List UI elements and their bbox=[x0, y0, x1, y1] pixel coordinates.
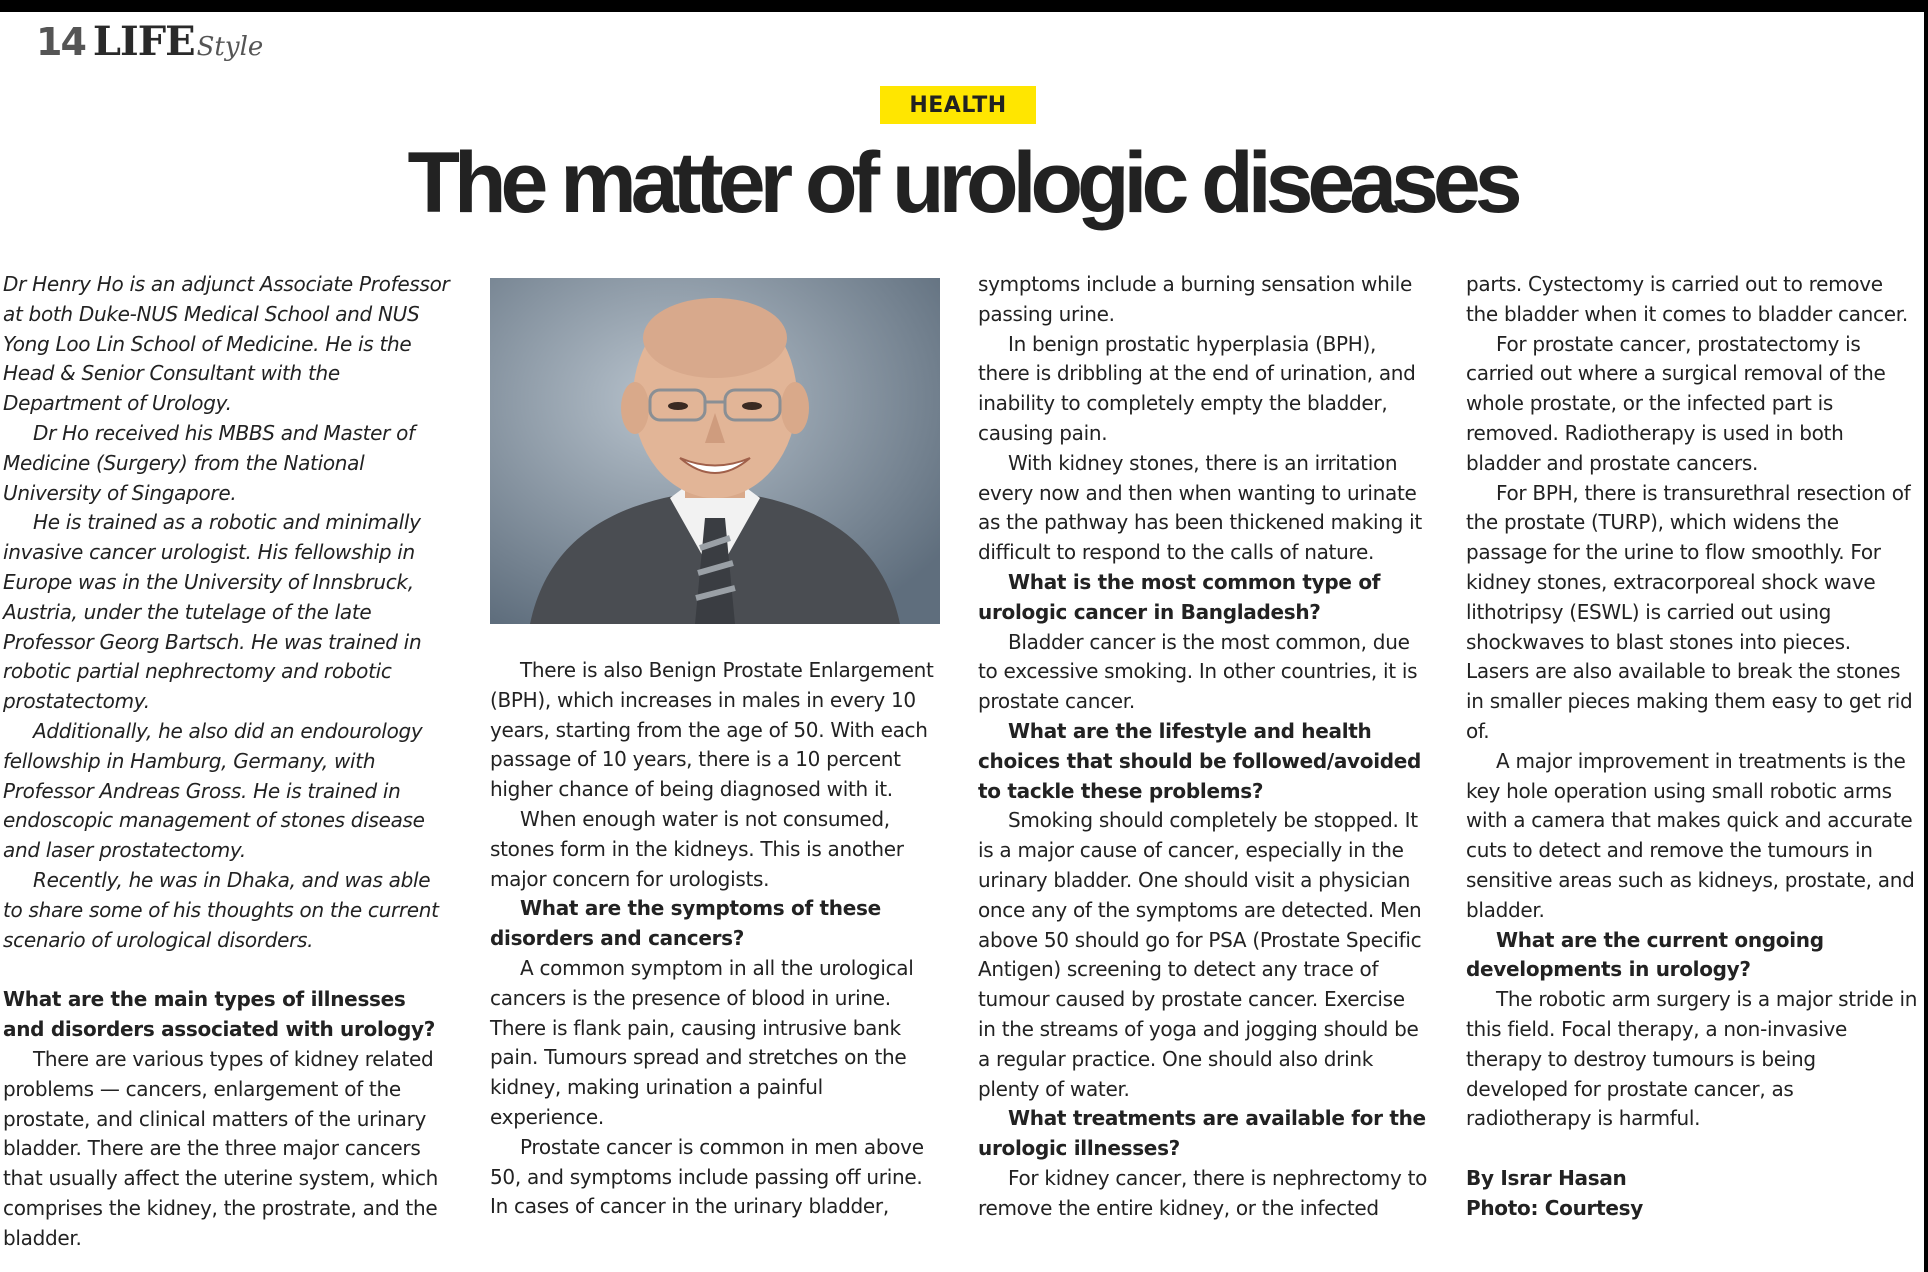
question: What treatments are available for the urologic illnesses? bbox=[978, 1106, 1426, 1161]
portrait-photo bbox=[490, 278, 940, 624]
bio-paragraph: Additionally, he also did an endourology fellowship in Hamburg, Germany, with Professor Andreas Gross. He is trained in endoscopic management of stones disease and laser prostatectomy. bbox=[3, 718, 425, 863]
qa-block bbox=[3, 985, 453, 1253]
author-bio bbox=[3, 270, 453, 955]
body-paragraph: With kidney stones, there is an irritation every now and then when wanting to urinate as the pathway has been thickened making it difficult to respond to the calls of nature. bbox=[978, 450, 1422, 565]
bio-paragraph: He is trained as a robotic and minimally invasive cancer urologist. His fellowship in Europe was in the University of Innsbruck, Austria, under the tutelage of the late Professor Georg Bartsch. He was trained in robotic partial nephrectomy and robotic prostatectomy. bbox=[3, 510, 422, 714]
portrait-illustration bbox=[490, 278, 940, 624]
answer-paragraph: There are various types of kidney related problems — cancers, enlargement of the prostate, and clinical matters of the urinary bladder. There are the three major cancers that usually affect the uterine system, which comprises the kidney, the prostrate, and the bladder. bbox=[3, 1046, 439, 1250]
section-logo bbox=[93, 18, 263, 65]
body-paragraph: parts. Cystectomy is carried out to remove the bladder when it comes to bladder cancer. bbox=[1466, 272, 1908, 326]
body-paragraph: A common symptom in all the urological cancers is the presence of blood in urine. There is flank pain, causing intrusive bank pain. Tumours spread and stretches on the kidney, making urination a painful experience. bbox=[490, 955, 914, 1129]
photo-credit: Photo: Courtesy bbox=[1466, 1195, 1643, 1220]
body-paragraph: symptoms include a burning sensation while passing urine. bbox=[978, 272, 1413, 326]
body-paragraph: In benign prostatic hyperplasia (BPH), there is dribbling at the end of urination, and inability to completely empty the bladder, causing pain. bbox=[978, 331, 1416, 445]
column-3 bbox=[978, 270, 1428, 1224]
body-paragraph: Bladder cancer is the most common, due to excessive smoking. In other countries, it is prostate cancer. bbox=[978, 629, 1418, 714]
body-paragraph: There is also Benign Prostate Enlargement (BPH), which increases in males in every 10 years, starting from the age of 50. With each passage of 10 years, there is a 10 percent higher chance of being diagnosed with it. bbox=[490, 658, 934, 802]
body-paragraph: When enough water is not consumed, stones form in the kidneys. This is another major concern for urologists. bbox=[490, 806, 904, 891]
byline: By Israr Hasan bbox=[1466, 1166, 1627, 1191]
body-paragraph: Prostate cancer is common in men above 50, and symptoms include passing off urine. In cases of cancer in the urinary bladder, bbox=[490, 1134, 924, 1219]
headline: The matter of urologic diseases bbox=[407, 135, 1517, 231]
body-paragraph: For kidney cancer, there is nephrectomy to remove the entire kidney, or the infected bbox=[978, 1165, 1428, 1220]
logo-main-text: LIFE bbox=[92, 18, 195, 65]
masthead bbox=[36, 18, 263, 65]
section-tag: HEALTH bbox=[880, 86, 1036, 124]
question: What are the current ongoing developments in urology? bbox=[1466, 927, 1824, 982]
question: What are the main types of illnesses and disorders associated with urology? bbox=[3, 987, 436, 1042]
bio-paragraph: Dr Ho received his MBBS and Master of Medicine (Surgery) from the National University of Singapore. bbox=[3, 420, 415, 505]
column-2 bbox=[490, 656, 940, 1222]
logo-sub-text: Style bbox=[196, 32, 264, 62]
credits bbox=[1466, 1164, 1918, 1224]
question: What are the symptoms of these disorders and cancers? bbox=[490, 896, 881, 951]
question: What are the lifestyle and health choices that should be followed/avoided to tackle these problems? bbox=[978, 718, 1422, 803]
body-paragraph: Smoking should completely be stopped. It is a major cause of cancer, especially in the urinary bladder. One should visit a physician once any of the symptoms are detected. Men above 50 should go for PSA (Prostate Specific Antigen) screening to detect any trace of tumour caused by prostate cancer. Exercise in the streams of yoga and jogging should be a regular practice. One should also drink plenty of water. bbox=[978, 808, 1422, 1101]
column-1 bbox=[3, 270, 453, 1254]
body-paragraph: For BPH, there is transurethral resection of the prostate (TURP), which widens the passage for the urine to flow smoothly. For kidney stones, extracorporeal shock wave lithotripsy (ESWL) is carried out using shockwaves to blast stones into pieces. Lasers are also available to break the stones in smaller pieces making them easy to get rid of. bbox=[1466, 480, 1913, 743]
column-4 bbox=[1466, 270, 1918, 1224]
newspaper-page bbox=[0, 12, 1924, 1272]
bio-paragraph: Dr Henry Ho is an adjunct Associate Professor at both Duke-NUS Medical School and NUS Yong Loo Lin School of Medicine. He is the Head & Senior Consultant with the Department of Urology. bbox=[3, 272, 450, 416]
bio-paragraph: Recently, he was in Dhaka, and was able to share some of his thoughts on the current scenario of urological disorders. bbox=[3, 867, 439, 952]
body-paragraph: The robotic arm surgery is a major stride in this field. Focal therapy, a non-invasive therapy to destroy tumours is being developed for prostate cancer, as radiotherapy is harmful. bbox=[1466, 987, 1918, 1131]
body-paragraph: For prostate cancer, prostatectomy is carried out where a surgical removal of the whole prostate, or the infected part is removed. Radiotherapy is used in both bladder and prostate cancers. bbox=[1466, 331, 1886, 475]
question: What is the most common type of urologic cancer in Bangladesh? bbox=[978, 569, 1381, 624]
page-number: 14 bbox=[36, 20, 85, 64]
body-paragraph: A major improvement in treatments is the key hole operation using small robotic arms with a camera that makes quick and accurate cuts to detect and remove the tumours in sensitive areas such as kidneys, prostate, and bladder. bbox=[1466, 748, 1915, 922]
